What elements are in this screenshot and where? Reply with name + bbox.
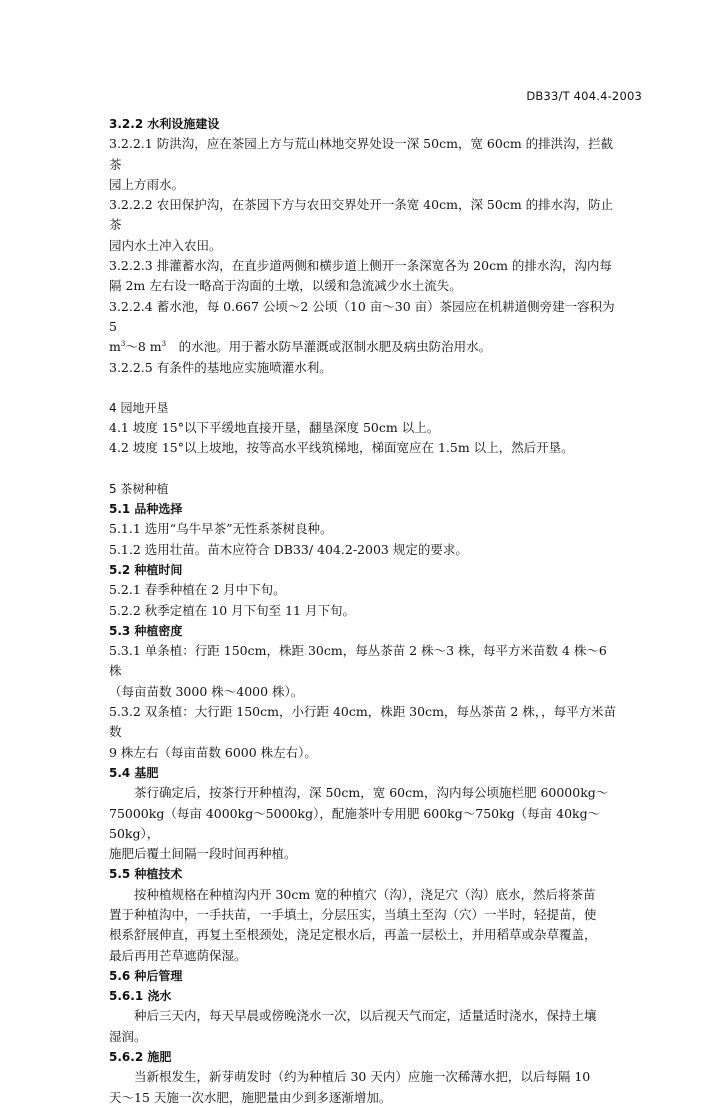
para-5-5-line2: 置于种植沟中，一手扶苗，一手填土，分层压实，当填土至沟（穴）一半时，轻提苗，使 xyxy=(109,906,597,922)
para-3-2-2-3-line2: 隔 2m 左右设一略高于沟面的土墩，以缓和急流减少水土流失。 xyxy=(109,278,462,294)
para-5-4-line1: 茶行确定后，按茶行开种植沟，深 50cm，宽 60cm，沟内每公顷施栏肥 60000kg～ xyxy=(134,785,609,801)
para-5-3-1-line2: （每亩苗数 3000 株～4000 株）。 xyxy=(109,683,304,699)
section-heading-5-3: 5.3 种植密度 xyxy=(109,623,183,638)
para-3-2-2-1-line1: 3.2.2.1 防洪沟，应在茶园上方与荒山林地交界处设一深 50cm，宽 60cm 的排洪沟，拦截茶 xyxy=(109,136,614,172)
para-5-4-line3: 施肥后覆土间隔一段时间再种植。 xyxy=(109,846,297,862)
unit-range: ～8 m xyxy=(125,339,162,355)
para-text: 的水池。用于蓄水防旱灌溉或沤制水肥及病虫防治用水。 xyxy=(166,339,492,355)
section-heading-3-2-2: 3.2.2 水利设施建设 xyxy=(109,117,220,131)
para-5-6-1-line2: 湿润。 xyxy=(109,1028,147,1044)
para-5-1-1: 5.1.1 选用“乌牛早茶”无性系茶树良种。 xyxy=(109,521,333,537)
section-heading-5-4: 5.4 基肥 xyxy=(109,765,159,780)
para-5-5-line3: 根系舒展伸直，再复土至根颈处，浇足定根水后，再盖一层松土，并用稻草或杂草覆盖， xyxy=(109,927,597,943)
unit-superscript: 3 xyxy=(161,340,167,349)
para-3-2-2-3-line1: 3.2.2.3 排灌蓄水沟，在直步道两侧和横步道上侧开一条深宽各为 20cm 的排水沟，沟内每 xyxy=(109,258,612,274)
para-3-2-2-4-line1: 3.2.2.4 蓄水池，每 0.667 公顷～2 公顷（10 亩～30 亩）茶园应在机耕道侧旁建一容积为 5 xyxy=(109,298,615,334)
para-4-2: 4.2 坡度 15°以上坡地，按等高水平线筑梯地，梯面宽应在 1.5m 以上，然后开垦。 xyxy=(109,440,574,456)
para-5-3-2-line2: 9 株左右（每亩苗数 6000 株左右）。 xyxy=(109,744,317,760)
section-heading-5-5: 5.5 种植技术 xyxy=(109,867,183,882)
document-body xyxy=(109,114,619,1108)
para-4-1: 4.1 坡度 15°以下平缓地直接开垦，翻垦深度 50cm 以上。 xyxy=(109,420,440,436)
section-gap xyxy=(109,378,619,398)
section-heading-5-6-2: 5.6.2 施肥 xyxy=(109,1050,172,1065)
para-5-5-line4: 最后再用芒草遮荫保湿。 xyxy=(109,947,247,963)
section-heading-5-2: 5.2 种植时间 xyxy=(109,562,183,577)
unit-m: m xyxy=(109,339,121,355)
section-heading-5: 5 茶树种植 xyxy=(109,481,169,496)
para-5-5-line1: 按种植规格在种植沟内开 30cm 宽的种植穴（沟），浇足穴（沟）底水，然后将茶苗 xyxy=(134,886,596,902)
para-5-3-2-line1: 5.3.2 双条植：大行距 150cm，小行距 40cm，株距 30cm，每丛茶苗 2 株，，每平方米苗数 xyxy=(109,704,617,740)
para-5-2-2: 5.2.2 秋季定植在 10 月下旬至 11 月下旬。 xyxy=(109,602,355,618)
para-5-3-1-line1: 5.3.1 单条植：行距 150cm，株距 30cm，每丛茶苗 2 株～3 株，每平方米苗数 4 株～6 株 xyxy=(109,643,607,679)
section-heading-5-1: 5.1 品种选择 xyxy=(109,502,183,517)
para-5-1-2: 5.1.2 选用壮苗。苗木应符合 DB33/ 404.2-2003 规定的要求。 xyxy=(109,541,468,557)
para-5-4-line2: 75000kg（每亩 4000kg～5000kg），配施茶叶专用肥 600kg～750kg（每亩 40kg～50kg）， xyxy=(109,805,601,841)
section-gap xyxy=(109,459,619,479)
para-5-6-2-line2: 天～15 天施一次水肥，施肥量由少到多逐渐增加。 xyxy=(109,1089,392,1105)
para-5-2-1: 5.2.1 春季种植在 2 月中下旬。 xyxy=(109,582,286,598)
para-5-6-1-line1: 种后三天内，每天早晨或傍晚浇水一次，以后视天气而定，适量适时浇水，保持土壤 xyxy=(134,1008,597,1024)
para-3-2-2-5: 3.2.2.5 有条件的基地应实施喷灌水利。 xyxy=(109,359,332,375)
section-heading-5-6: 5.6 种后管理 xyxy=(109,968,183,983)
unit-superscript: 3 xyxy=(120,340,126,349)
section-heading-5-6-1: 5.6.1 浇水 xyxy=(109,989,172,1004)
para-3-2-2-2-line2: 园内水土冲入农田。 xyxy=(109,237,222,253)
para-3-2-2-1-line2: 园上方雨水。 xyxy=(109,176,185,192)
para-3-2-2-2-line1: 3.2.2.2 农田保护沟，在茶园下方与农田交界处开一条宽 40cm，深 50cm 的排水沟，防止茶 xyxy=(109,197,614,233)
section-heading-4: 4 园地开垦 xyxy=(109,400,169,415)
para-3-2-2-4-line2 xyxy=(109,337,619,357)
para-5-6-2-line1: 当新根发生，新芽萌发时（约为种植后 30 天内）应施一次稀薄水把，以后每隔 10 xyxy=(134,1069,591,1085)
standard-number: DB33/T 404.4-2003 xyxy=(526,89,642,103)
